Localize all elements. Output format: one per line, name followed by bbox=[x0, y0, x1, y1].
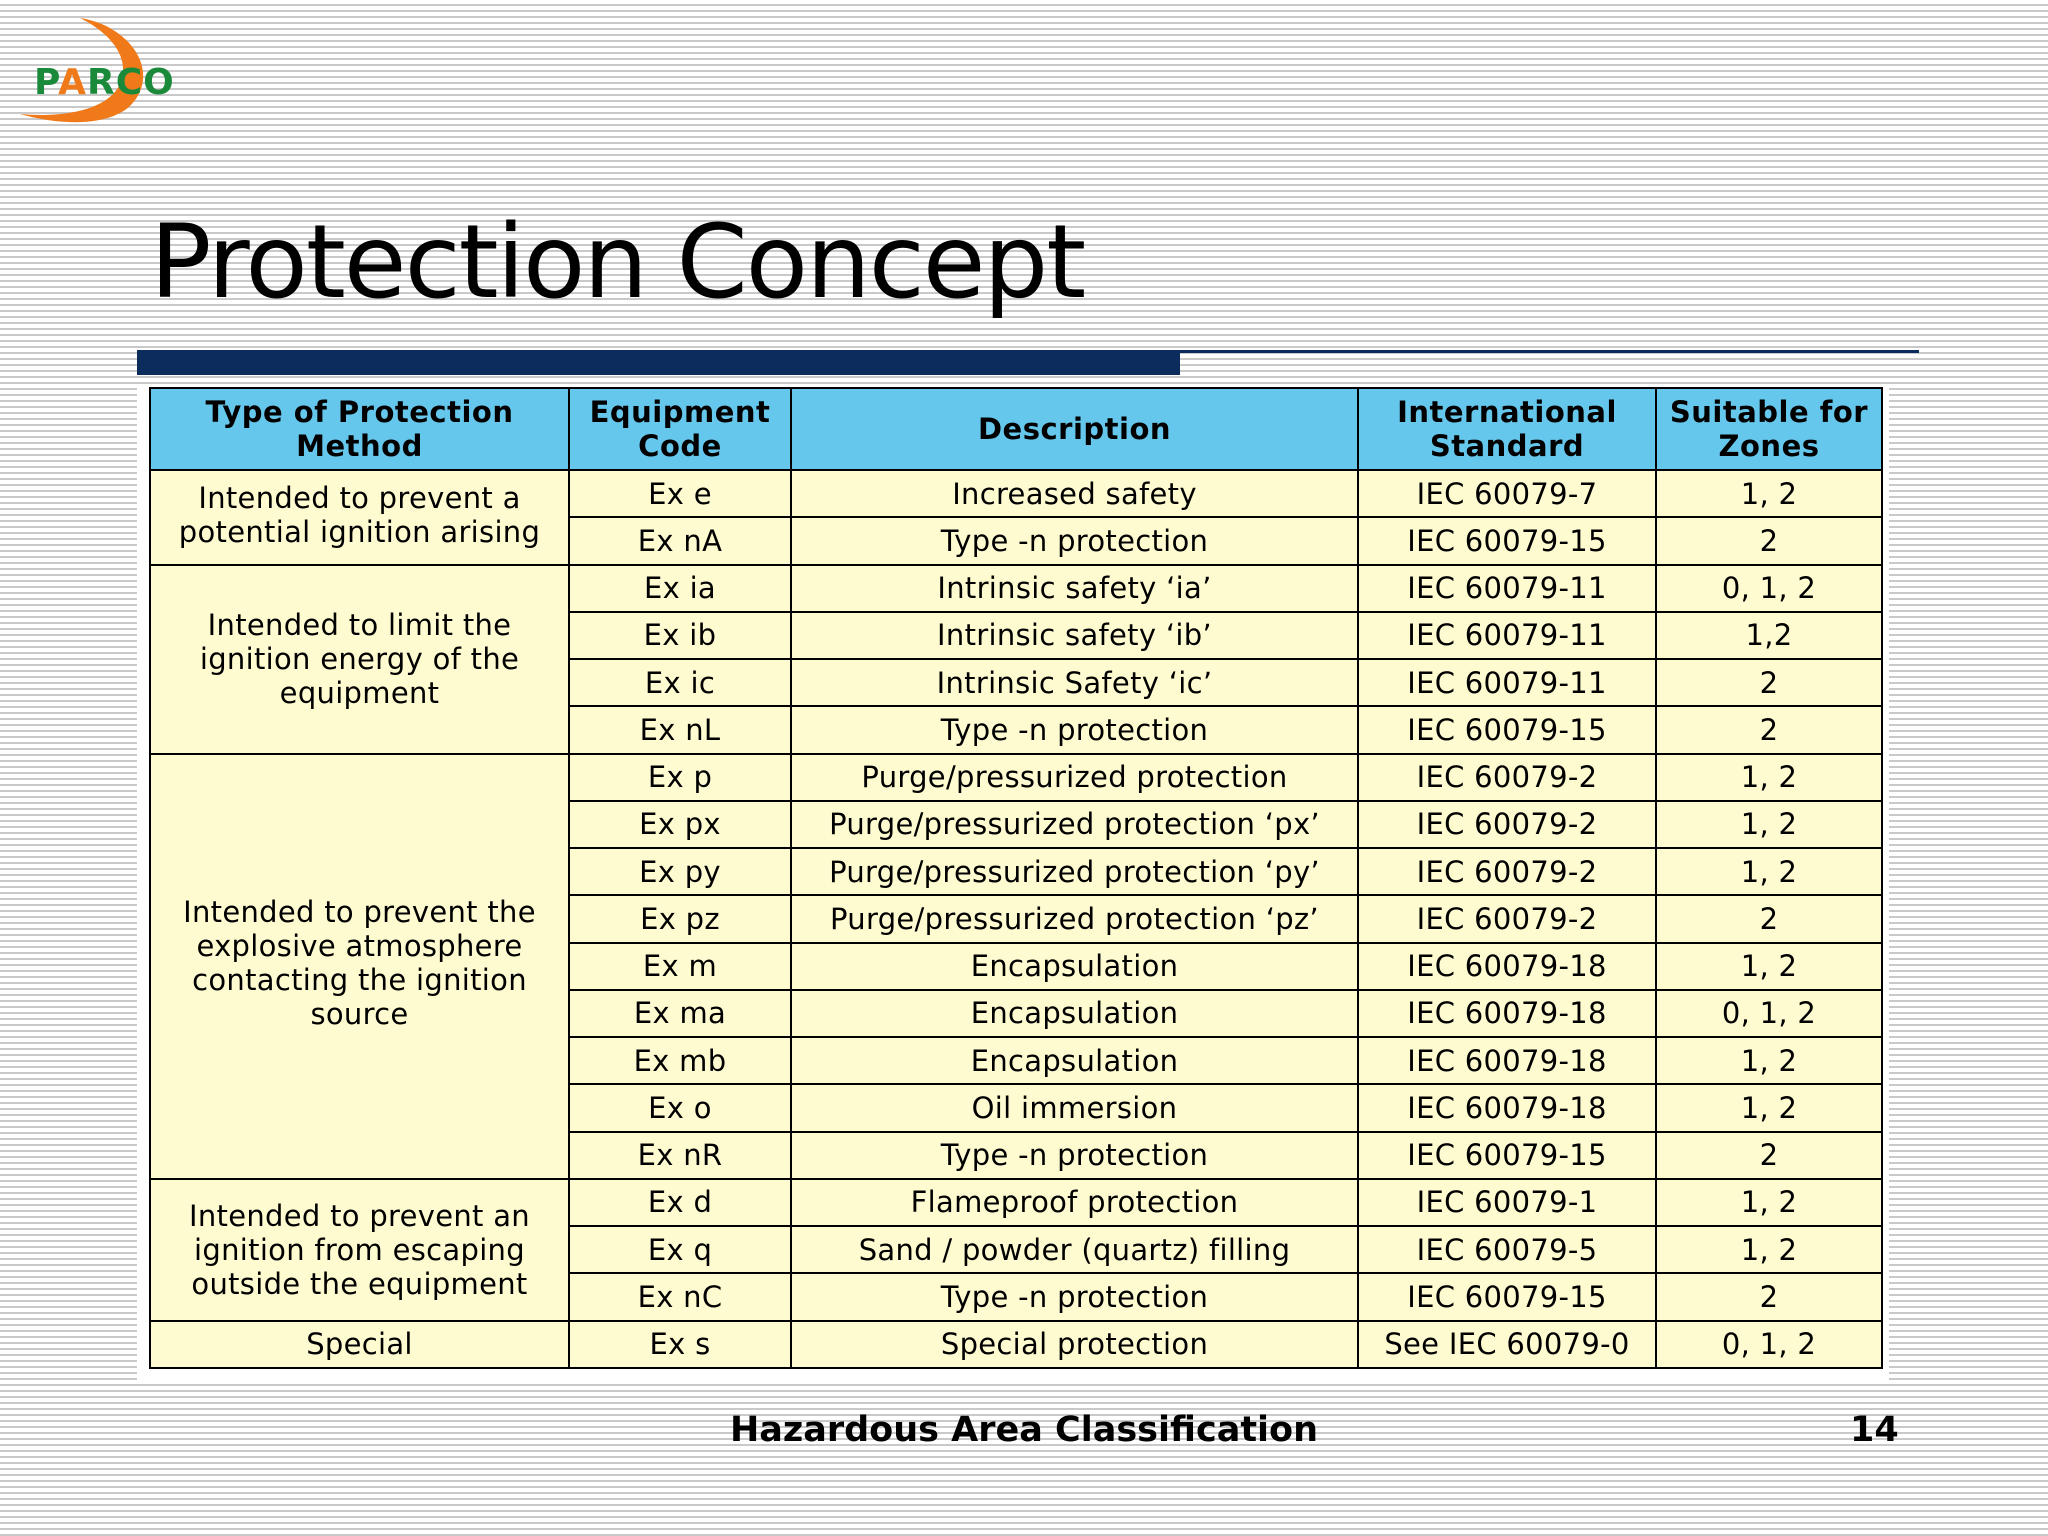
parco-logo bbox=[12, 14, 175, 126]
cell-zones: 1, 2 bbox=[1656, 801, 1882, 848]
cell-equipment-code: Ex nC bbox=[569, 1273, 791, 1320]
cell-zones: 1, 2 bbox=[1656, 1037, 1882, 1084]
cell-protection-method: Intended to prevent the explosive atmosphere contacting the ignition source bbox=[150, 754, 569, 1179]
cell-zones: 2 bbox=[1656, 895, 1882, 942]
cell-zones: 2 bbox=[1656, 1273, 1882, 1320]
cell-description: Encapsulation bbox=[791, 1037, 1358, 1084]
title-underline-thin bbox=[1180, 350, 1919, 353]
cell-standard: IEC 60079-2 bbox=[1358, 895, 1656, 942]
cell-protection-method: Intended to prevent an ignition from escaping outside the equipment bbox=[150, 1179, 569, 1321]
cell-equipment-code: Ex m bbox=[569, 943, 791, 990]
logo-wordmark: PARCO bbox=[34, 62, 175, 103]
cell-description: Purge/pressurized protection bbox=[791, 754, 1358, 801]
cell-description: Purge/pressurized protection ‘pz’ bbox=[791, 895, 1358, 942]
header-type-of-protection-method: Type of Protection Method bbox=[150, 388, 569, 470]
cell-standard: IEC 60079-18 bbox=[1358, 990, 1656, 1037]
cell-standard: IEC 60079-2 bbox=[1358, 801, 1656, 848]
cell-zones: 2 bbox=[1656, 706, 1882, 753]
cell-equipment-code: Ex ic bbox=[569, 659, 791, 706]
table-row bbox=[150, 1179, 1882, 1226]
cell-description: Intrinsic safety ‘ia’ bbox=[791, 565, 1358, 612]
header-equipment-code: Equipment Code bbox=[569, 388, 791, 470]
cell-equipment-code: Ex s bbox=[569, 1321, 791, 1369]
cell-standard: IEC 60079-15 bbox=[1358, 706, 1656, 753]
cell-zones: 1, 2 bbox=[1656, 470, 1882, 517]
page-number: 14 bbox=[1850, 1410, 1899, 1450]
cell-standard: IEC 60079-5 bbox=[1358, 1226, 1656, 1273]
cell-zones: 1, 2 bbox=[1656, 943, 1882, 990]
cell-standard: IEC 60079-2 bbox=[1358, 848, 1656, 895]
cell-equipment-code: Ex d bbox=[569, 1179, 791, 1226]
cell-equipment-code: Ex ib bbox=[569, 612, 791, 659]
cell-description: Increased safety bbox=[791, 470, 1358, 517]
cell-equipment-code: Ex ia bbox=[569, 565, 791, 612]
cell-standard: IEC 60079-15 bbox=[1358, 517, 1656, 564]
cell-standard: IEC 60079-11 bbox=[1358, 612, 1656, 659]
title-underline-thick bbox=[137, 350, 1180, 375]
cell-equipment-code: Ex ma bbox=[569, 990, 791, 1037]
header-suitable-for-zones: Suitable for Zones bbox=[1656, 388, 1882, 470]
cell-zones: 0, 1, 2 bbox=[1656, 990, 1882, 1037]
cell-description: Type -n protection bbox=[791, 706, 1358, 753]
cell-standard: IEC 60079-11 bbox=[1358, 565, 1656, 612]
footer-title: Hazardous Area Classification bbox=[729, 1410, 1319, 1450]
cell-standard: IEC 60079-15 bbox=[1358, 1132, 1656, 1179]
cell-equipment-code: Ex nA bbox=[569, 517, 791, 564]
cell-zones: 1, 2 bbox=[1656, 754, 1882, 801]
cell-equipment-code: Ex nL bbox=[569, 706, 791, 753]
page-title: Protection Concept bbox=[150, 203, 1085, 322]
cell-equipment-code: Ex pz bbox=[569, 895, 791, 942]
cell-zones: 1, 2 bbox=[1656, 1226, 1882, 1273]
cell-description: Intrinsic safety ‘ib’ bbox=[791, 612, 1358, 659]
table-row bbox=[150, 470, 1882, 517]
cell-standard: IEC 60079-18 bbox=[1358, 1084, 1656, 1131]
cell-standard: IEC 60079-2 bbox=[1358, 754, 1656, 801]
cell-zones: 1,2 bbox=[1656, 612, 1882, 659]
cell-description: Intrinsic Safety ‘ic’ bbox=[791, 659, 1358, 706]
table-row bbox=[150, 1321, 1882, 1369]
cell-standard: IEC 60079-7 bbox=[1358, 470, 1656, 517]
cell-equipment-code: Ex nR bbox=[569, 1132, 791, 1179]
cell-standard: IEC 60079-18 bbox=[1358, 943, 1656, 990]
cell-equipment-code: Ex mb bbox=[569, 1037, 791, 1084]
cell-zones: 2 bbox=[1656, 517, 1882, 564]
cell-description: Sand / powder (quartz) filling bbox=[791, 1226, 1358, 1273]
cell-equipment-code: Ex p bbox=[569, 754, 791, 801]
cell-equipment-code: Ex px bbox=[569, 801, 791, 848]
cell-standard: IEC 60079-1 bbox=[1358, 1179, 1656, 1226]
cell-protection-method: Intended to prevent a potential ignition arising bbox=[150, 470, 569, 565]
cell-description: Type -n protection bbox=[791, 1273, 1358, 1320]
cell-zones: 0, 1, 2 bbox=[1656, 1321, 1882, 1369]
table-row bbox=[150, 754, 1882, 801]
cell-zones: 1, 2 bbox=[1656, 848, 1882, 895]
cell-equipment-code: Ex py bbox=[569, 848, 791, 895]
cell-description: Oil immersion bbox=[791, 1084, 1358, 1131]
cell-protection-method: Special bbox=[150, 1321, 569, 1369]
header-description: Description bbox=[791, 388, 1358, 470]
table-row bbox=[150, 565, 1882, 612]
cell-description: Encapsulation bbox=[791, 943, 1358, 990]
table-header-row bbox=[150, 388, 1882, 470]
cell-equipment-code: Ex e bbox=[569, 470, 791, 517]
cell-standard: IEC 60079-18 bbox=[1358, 1037, 1656, 1084]
cell-description: Type -n protection bbox=[791, 517, 1358, 564]
cell-description: Encapsulation bbox=[791, 990, 1358, 1037]
cell-zones: 0, 1, 2 bbox=[1656, 565, 1882, 612]
cell-standard: See IEC 60079-0 bbox=[1358, 1321, 1656, 1369]
cell-standard: IEC 60079-11 bbox=[1358, 659, 1656, 706]
cell-protection-method: Intended to limit the ignition energy of the equipment bbox=[150, 565, 569, 754]
cell-description: Type -n protection bbox=[791, 1132, 1358, 1179]
cell-equipment-code: Ex o bbox=[569, 1084, 791, 1131]
cell-equipment-code: Ex q bbox=[569, 1226, 791, 1273]
cell-zones: 2 bbox=[1656, 1132, 1882, 1179]
cell-description: Flameproof protection bbox=[791, 1179, 1358, 1226]
cell-description: Special protection bbox=[791, 1321, 1358, 1369]
protection-concept-table bbox=[149, 387, 1883, 1369]
cell-standard: IEC 60079-15 bbox=[1358, 1273, 1656, 1320]
cell-description: Purge/pressurized protection ‘px’ bbox=[791, 801, 1358, 848]
header-international-standard: International Standard bbox=[1358, 388, 1656, 470]
cell-zones: 1, 2 bbox=[1656, 1179, 1882, 1226]
cell-description: Purge/pressurized protection ‘py’ bbox=[791, 848, 1358, 895]
cell-zones: 2 bbox=[1656, 659, 1882, 706]
cell-zones: 1, 2 bbox=[1656, 1084, 1882, 1131]
